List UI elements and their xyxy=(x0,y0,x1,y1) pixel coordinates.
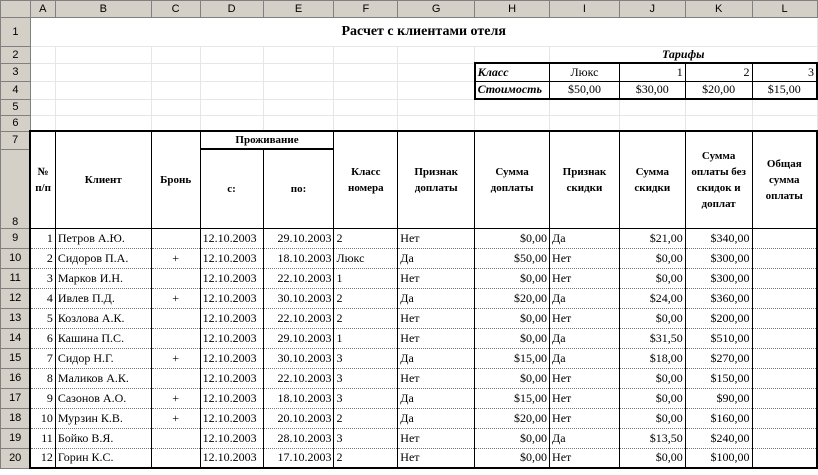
table-row xyxy=(1,248,818,268)
date-to-cell[interactable]: 30.10.2003 xyxy=(263,348,334,368)
surcharge-sum-cell[interactable]: $0,00 xyxy=(475,228,550,248)
sheet-title[interactable]: Расчет с клиентами отеля xyxy=(341,24,506,39)
room-class-cell[interactable]: 3 xyxy=(334,368,398,388)
client-cell[interactable]: Петров А.Ю. xyxy=(55,228,151,248)
surcharge-flag-cell[interactable]: Да xyxy=(398,388,475,408)
column-header[interactable]: L xyxy=(752,1,817,18)
row-header[interactable]: 20 xyxy=(1,448,31,468)
total-cell[interactable] xyxy=(752,368,817,388)
client-cell[interactable]: Маликов А.К. xyxy=(55,368,151,388)
row-number[interactable]: 6 xyxy=(30,328,55,348)
surcharge-flag-cell[interactable]: Нет xyxy=(398,428,475,448)
surcharge-flag-cell[interactable]: Нет xyxy=(398,368,475,388)
column-header[interactable]: I xyxy=(550,1,620,18)
date-to-cell[interactable]: 20.10.2003 xyxy=(263,408,334,428)
discount-sum-cell[interactable]: $18,00 xyxy=(619,348,685,368)
booking-cell[interactable] xyxy=(151,268,200,288)
booking-cell[interactable]: + xyxy=(151,408,200,428)
date-to-cell[interactable]: 29.10.2003 xyxy=(263,228,334,248)
date-from-cell[interactable]: 12.10.2003 xyxy=(200,368,263,388)
discount-sum-cell[interactable]: $13,50 xyxy=(619,428,685,448)
table-row xyxy=(1,328,818,348)
table-row xyxy=(1,408,818,428)
header-room-class[interactable]: Класс номера xyxy=(334,131,398,228)
header-total[interactable]: Общая сумма оплаты xyxy=(752,131,817,228)
room-class-cell[interactable]: 3 xyxy=(334,428,398,448)
room-class-cell[interactable]: 2 xyxy=(334,448,398,468)
date-from-cell[interactable]: 12.10.2003 xyxy=(200,328,263,348)
header-discount-flag[interactable]: Признак скидки xyxy=(550,131,620,228)
surcharge-flag-cell[interactable]: Нет xyxy=(398,228,475,248)
table-row xyxy=(1,448,818,468)
room-class-cell[interactable]: 2 xyxy=(334,308,398,328)
discount-sum-cell[interactable]: $24,00 xyxy=(619,288,685,308)
booking-cell[interactable] xyxy=(151,368,200,388)
column-header[interactable]: J xyxy=(619,1,685,18)
discount-flag-cell[interactable]: Да xyxy=(550,228,620,248)
total-cell[interactable] xyxy=(752,248,817,268)
discount-flag-cell[interactable]: Да xyxy=(550,328,620,348)
surcharge-sum-cell[interactable]: $20,00 xyxy=(475,288,550,308)
client-cell[interactable]: Марков И.Н. xyxy=(55,268,151,288)
table-row xyxy=(1,268,818,288)
table-row xyxy=(1,348,818,368)
header-to[interactable]: по: xyxy=(263,149,334,228)
surcharge-sum-cell[interactable]: $0,00 xyxy=(475,368,550,388)
discount-sum-cell[interactable]: $0,00 xyxy=(619,268,685,288)
date-from-cell[interactable]: 12.10.2003 xyxy=(200,268,263,288)
row-number[interactable]: 11 xyxy=(30,428,55,448)
discount-flag-cell[interactable]: Нет xyxy=(550,248,620,268)
header-client[interactable]: Клиент xyxy=(55,131,151,228)
row-header[interactable]: 15 xyxy=(1,348,31,368)
row-number[interactable]: 5 xyxy=(30,308,55,328)
row-header[interactable]: 11 xyxy=(1,268,31,288)
surcharge-flag-cell[interactable]: Нет xyxy=(398,308,475,328)
date-from-cell[interactable]: 12.10.2003 xyxy=(200,388,263,408)
row-header[interactable]: 3 xyxy=(1,63,31,81)
surcharge-sum-cell[interactable]: $15,00 xyxy=(475,388,550,408)
row-header[interactable]: 4 xyxy=(1,81,31,99)
row-number[interactable]: 7 xyxy=(30,348,55,368)
row-number[interactable]: 3 xyxy=(30,268,55,288)
date-from-cell[interactable]: 12.10.2003 xyxy=(200,308,263,328)
surcharge-flag-cell[interactable]: Нет xyxy=(398,268,475,288)
base-pay-cell[interactable]: $90,00 xyxy=(685,388,752,408)
header-booking[interactable]: Бронь xyxy=(151,131,200,228)
surcharge-sum-cell[interactable]: $50,00 xyxy=(475,248,550,268)
date-from-cell[interactable]: 12.10.2003 xyxy=(200,408,263,428)
date-to-cell[interactable]: 22.10.2003 xyxy=(263,308,334,328)
room-class-cell[interactable]: Люкс xyxy=(334,248,398,268)
header-pay-no-discount[interactable]: Сумма оплаты без скидок и доплат xyxy=(685,131,752,228)
total-cell[interactable] xyxy=(752,268,817,288)
discount-flag-cell[interactable]: Нет xyxy=(550,388,620,408)
discount-flag-cell[interactable]: Да xyxy=(550,428,620,448)
column-header[interactable]: F xyxy=(334,1,398,18)
booking-cell[interactable]: + xyxy=(151,288,200,308)
row-header[interactable]: 14 xyxy=(1,328,31,348)
column-header[interactable]: K xyxy=(685,1,752,18)
row-header[interactable]: 5 xyxy=(1,99,31,115)
table-row xyxy=(1,388,818,408)
table-row xyxy=(1,228,818,248)
room-class-cell[interactable]: 1 xyxy=(334,328,398,348)
surcharge-flag-cell[interactable]: Да xyxy=(398,348,475,368)
client-cell[interactable]: Сазонов А.О. xyxy=(55,388,151,408)
total-cell[interactable] xyxy=(752,348,817,368)
total-cell[interactable] xyxy=(752,388,817,408)
tariff-cost-cell[interactable]: $15,00 xyxy=(752,81,817,99)
total-cell[interactable] xyxy=(752,428,817,448)
base-pay-cell[interactable]: $150,00 xyxy=(685,368,752,388)
table-row xyxy=(1,428,818,448)
discount-sum-cell[interactable]: $21,00 xyxy=(619,228,685,248)
date-from-cell[interactable]: 12.10.2003 xyxy=(200,428,263,448)
row-header[interactable]: 10 xyxy=(1,248,31,268)
discount-flag-cell[interactable]: Нет xyxy=(550,308,620,328)
discount-sum-cell[interactable]: $0,00 xyxy=(619,408,685,428)
room-class-cell[interactable]: 1 xyxy=(334,268,398,288)
base-pay-cell[interactable]: $240,00 xyxy=(685,428,752,448)
booking-cell[interactable]: + xyxy=(151,388,200,408)
date-to-cell[interactable]: 18.10.2003 xyxy=(263,388,334,408)
surcharge-sum-cell[interactable]: $0,00 xyxy=(475,448,550,468)
tariff-cost-cell[interactable]: $20,00 xyxy=(685,81,752,99)
discount-flag-cell[interactable]: Нет xyxy=(550,268,620,288)
tariff-class-cell[interactable]: Люкс xyxy=(550,63,620,81)
row-header[interactable]: 9 xyxy=(1,228,31,248)
column-header[interactable]: D xyxy=(200,1,263,18)
select-all-corner[interactable] xyxy=(1,1,31,18)
date-to-cell[interactable]: 18.10.2003 xyxy=(263,248,334,268)
row-number[interactable]: 2 xyxy=(30,248,55,268)
tariff-cost-cell[interactable]: $30,00 xyxy=(619,81,685,99)
base-pay-cell[interactable]: $510,00 xyxy=(685,328,752,348)
booking-cell[interactable]: + xyxy=(151,348,200,368)
base-pay-cell[interactable]: $300,00 xyxy=(685,268,752,288)
client-cell[interactable]: Сидоров П.А. xyxy=(55,248,151,268)
base-pay-cell[interactable]: $270,00 xyxy=(685,348,752,368)
date-to-cell[interactable]: 30.10.2003 xyxy=(263,288,334,308)
discount-flag-cell[interactable]: Да xyxy=(550,348,620,368)
header-discount-sum[interactable]: Сумма скидки xyxy=(619,131,685,228)
header-from[interactable]: с: xyxy=(200,149,263,228)
table-row xyxy=(1,288,818,308)
row-header[interactable]: 12 xyxy=(1,288,31,308)
date-to-cell[interactable]: 28.10.2003 xyxy=(263,428,334,448)
row-header[interactable]: 17 xyxy=(1,388,31,408)
row-number[interactable]: 1 xyxy=(30,228,55,248)
surcharge-sum-cell[interactable]: $0,00 xyxy=(475,268,550,288)
discount-flag-cell[interactable]: Нет xyxy=(550,368,620,388)
surcharge-flag-cell[interactable]: Да xyxy=(398,408,475,428)
room-class-cell[interactable]: 3 xyxy=(334,388,398,408)
column-header[interactable]: E xyxy=(263,1,334,18)
row-number[interactable]: 12 xyxy=(30,448,55,468)
discount-sum-cell[interactable]: $0,00 xyxy=(619,368,685,388)
tariff-cost-cell[interactable]: $50,00 xyxy=(550,81,620,99)
booking-cell[interactable] xyxy=(151,328,200,348)
date-from-cell[interactable]: 12.10.2003 xyxy=(200,448,263,468)
header-num[interactable]: № п/п xyxy=(30,131,55,228)
total-cell[interactable] xyxy=(752,228,817,248)
date-from-cell[interactable]: 12.10.2003 xyxy=(200,288,263,308)
row-number[interactable]: 9 xyxy=(30,388,55,408)
row-header[interactable]: 7 xyxy=(1,131,31,149)
base-pay-cell[interactable]: $200,00 xyxy=(685,308,752,328)
total-cell[interactable] xyxy=(752,328,817,348)
surcharge-flag-cell[interactable]: Нет xyxy=(398,448,475,468)
row-number[interactable]: 4 xyxy=(30,288,55,308)
discount-flag-cell[interactable]: Нет xyxy=(550,448,620,468)
discount-sum-cell[interactable]: $31,50 xyxy=(619,328,685,348)
row-header[interactable]: 6 xyxy=(1,115,31,131)
date-from-cell[interactable]: 12.10.2003 xyxy=(200,348,263,368)
room-class-cell[interactable]: 2 xyxy=(334,288,398,308)
row-header[interactable]: 19 xyxy=(1,428,31,448)
row-number[interactable]: 8 xyxy=(30,368,55,388)
client-cell[interactable]: Сидор Н.Г. xyxy=(55,348,151,368)
date-to-cell[interactable]: 29.10.2003 xyxy=(263,328,334,348)
client-cell[interactable]: Горин К.С. xyxy=(55,448,151,468)
surcharge-sum-cell[interactable]: $20,00 xyxy=(475,408,550,428)
discount-sum-cell[interactable]: $0,00 xyxy=(619,248,685,268)
tariff-cost-label[interactable]: Стоимость xyxy=(475,81,550,99)
client-cell[interactable]: Козлова А.К. xyxy=(55,308,151,328)
tariff-class-cell[interactable]: 1 xyxy=(619,63,685,81)
surcharge-sum-cell[interactable]: $0,00 xyxy=(475,308,550,328)
row-header[interactable]: 1 xyxy=(1,18,31,47)
total-cell[interactable] xyxy=(752,308,817,328)
base-pay-cell[interactable]: $100,00 xyxy=(685,448,752,468)
surcharge-sum-cell[interactable]: $0,00 xyxy=(475,328,550,348)
table-row xyxy=(1,368,818,388)
date-from-cell[interactable]: 12.10.2003 xyxy=(200,248,263,268)
row-header[interactable]: 16 xyxy=(1,368,31,388)
total-cell[interactable] xyxy=(752,288,817,308)
row-header[interactable]: 8 xyxy=(1,149,31,228)
surcharge-flag-cell[interactable]: Да xyxy=(398,248,475,268)
booking-cell[interactable] xyxy=(151,308,200,328)
client-cell[interactable]: Бойко В.Я. xyxy=(55,428,151,448)
date-from-cell[interactable]: 12.10.2003 xyxy=(200,228,263,248)
booking-cell[interactable] xyxy=(151,448,200,468)
discount-sum-cell[interactable]: $0,00 xyxy=(619,308,685,328)
column-header[interactable]: A xyxy=(30,1,55,18)
base-pay-cell[interactable]: $340,00 xyxy=(685,228,752,248)
surcharge-sum-cell[interactable]: $15,00 xyxy=(475,348,550,368)
tariff-class-label[interactable]: Класс xyxy=(475,63,550,81)
base-pay-cell[interactable]: $160,00 xyxy=(685,408,752,428)
booking-cell[interactable] xyxy=(151,428,200,448)
header-stay[interactable]: Проживание xyxy=(200,131,334,149)
row-header[interactable]: 2 xyxy=(1,47,31,64)
column-header[interactable]: G xyxy=(398,1,475,18)
discount-sum-cell[interactable]: $0,00 xyxy=(619,448,685,468)
room-class-cell[interactable]: 2 xyxy=(334,228,398,248)
client-cell[interactable]: Кашина П.С. xyxy=(55,328,151,348)
column-header[interactable]: B xyxy=(55,1,151,18)
date-to-cell[interactable]: 17.10.2003 xyxy=(263,448,334,468)
date-to-cell[interactable]: 22.10.2003 xyxy=(263,368,334,388)
surcharge-flag-cell[interactable]: Нет xyxy=(398,328,475,348)
column-header[interactable]: C xyxy=(151,1,200,18)
tariff-class-cell[interactable]: 3 xyxy=(752,63,817,81)
discount-flag-cell[interactable]: Да xyxy=(550,288,620,308)
base-pay-cell[interactable]: $360,00 xyxy=(685,288,752,308)
header-surcharge-sum[interactable]: Сумма доплаты xyxy=(475,131,550,228)
date-to-cell[interactable]: 22.10.2003 xyxy=(263,268,334,288)
room-class-cell[interactable]: 3 xyxy=(334,348,398,368)
total-cell[interactable] xyxy=(752,448,817,468)
base-pay-cell[interactable]: $300,00 xyxy=(685,248,752,268)
discount-flag-cell[interactable]: Нет xyxy=(550,408,620,428)
row-header[interactable]: 18 xyxy=(1,408,31,428)
row-number[interactable]: 10 xyxy=(30,408,55,428)
header-surcharge-flag[interactable]: Признак доплаты xyxy=(398,131,475,228)
column-header[interactable]: H xyxy=(475,1,550,18)
surcharge-sum-cell[interactable]: $0,00 xyxy=(475,428,550,448)
booking-cell[interactable]: + xyxy=(151,248,200,268)
discount-sum-cell[interactable]: $0,00 xyxy=(619,388,685,408)
table-row xyxy=(1,308,818,328)
booking-cell[interactable] xyxy=(151,228,200,248)
client-cell[interactable]: Мурзин К.В. xyxy=(55,408,151,428)
tariffs-caption[interactable]: Тарифы xyxy=(550,47,817,64)
tariff-class-cell[interactable]: 2 xyxy=(685,63,752,81)
room-class-cell[interactable]: 2 xyxy=(334,408,398,428)
client-cell[interactable]: Ивлев П.Д. xyxy=(55,288,151,308)
row-header[interactable]: 13 xyxy=(1,308,31,328)
total-cell[interactable] xyxy=(752,408,817,428)
column-header-row xyxy=(1,1,818,18)
surcharge-flag-cell[interactable]: Да xyxy=(398,288,475,308)
